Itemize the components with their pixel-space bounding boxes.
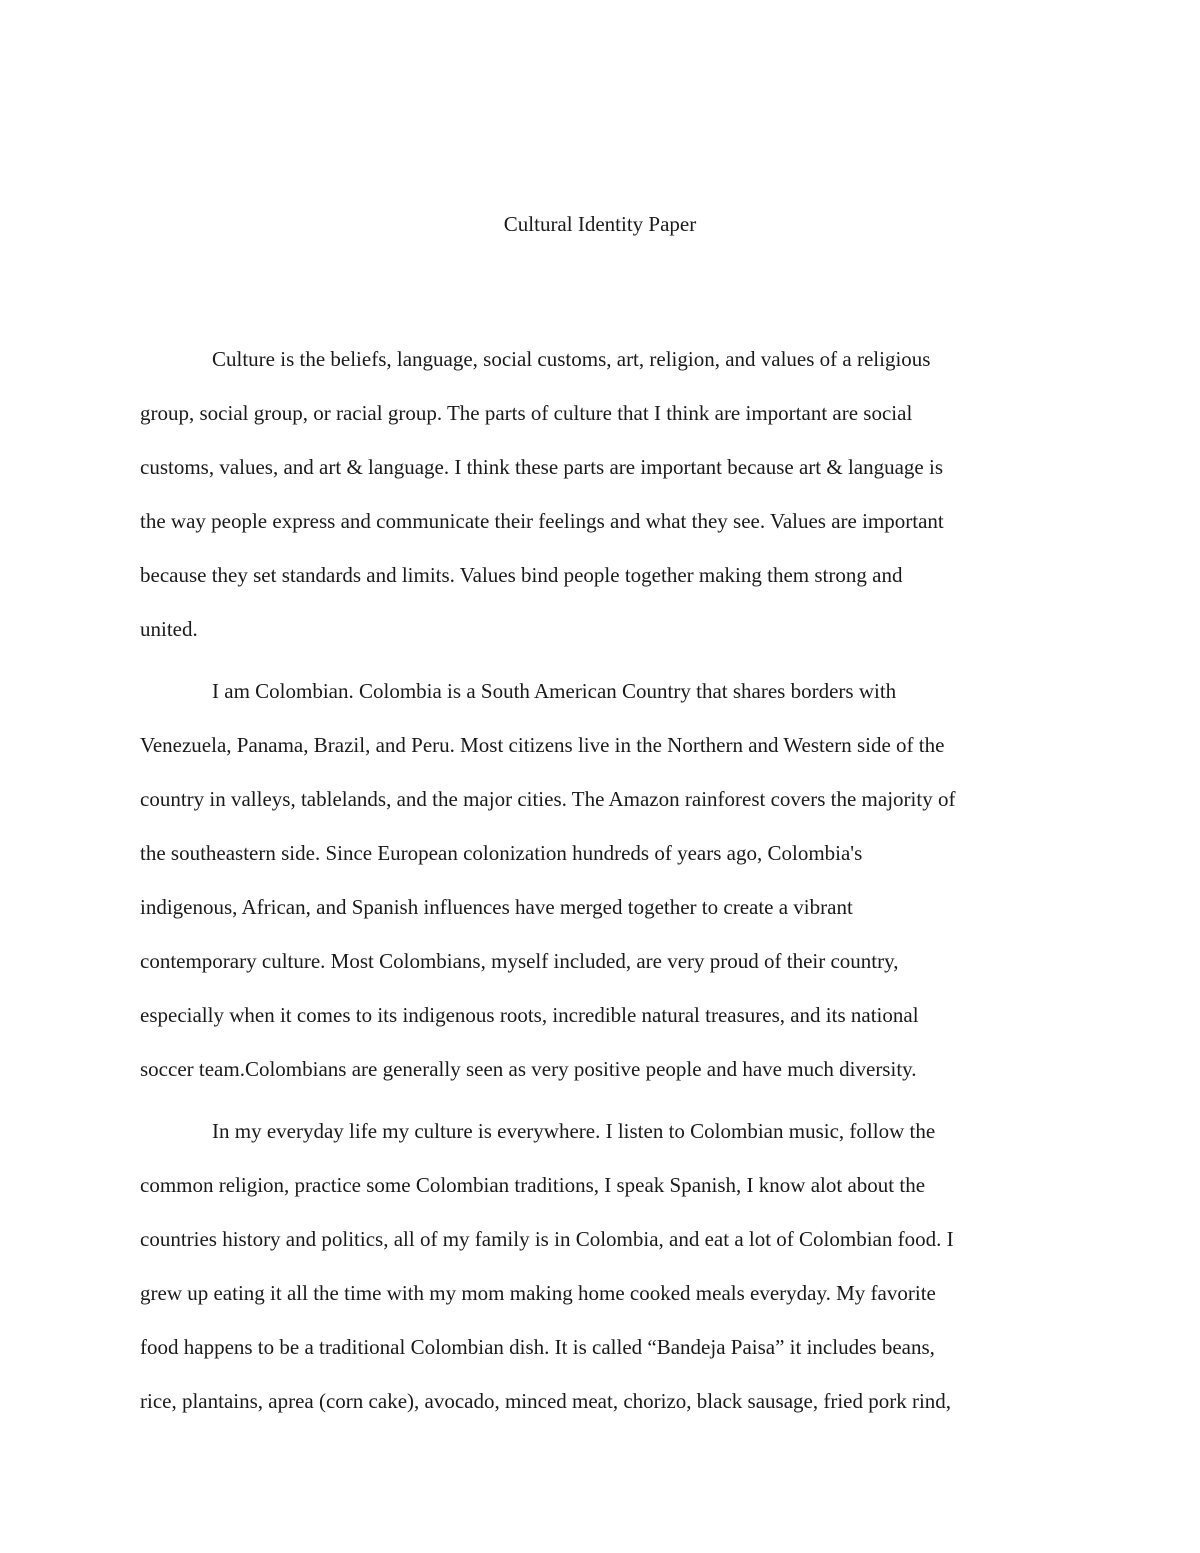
text-line: group, social group, or racial group. The parts of culture that I think are important are social	[140, 401, 913, 425]
paragraph-spacer	[140, 656, 1065, 664]
text-line: countries history and politics, all of my family is in Colombia, and eat a lot of Colombian food. I	[140, 1227, 954, 1251]
text-line: I am Colombian. Colombia is a South American Country that shares borders with	[212, 679, 897, 703]
text-line: grew up eating it all the time with my mom making home cooked meals everyday. My favorite	[140, 1281, 936, 1305]
text-line: soccer team.Colombians are generally seen as very positive people and have much diversity.	[140, 1057, 917, 1081]
paragraph-spacer	[140, 1096, 1065, 1104]
paragraph-colombia	[140, 664, 1065, 1096]
text-line: indigenous, African, and Spanish influences have merged together to create a vibrant	[140, 895, 853, 919]
paragraph-culture-definition	[140, 332, 1065, 656]
text-line: contemporary culture. Most Colombians, myself included, are very proud of their country,	[140, 949, 899, 973]
document-body	[140, 332, 1065, 1428]
page-title: Cultural Identity Paper	[503, 212, 697, 236]
text-line: because they set standards and limits. Values bind people together making them strong and	[140, 563, 903, 587]
text-line: the way people express and communicate their feelings and what they see. Values are important	[140, 509, 944, 533]
text-line: the southeastern side. Since European colonization hundreds of years ago, Colombia's	[140, 841, 863, 865]
text-line: Venezuela, Panama, Brazil, and Peru. Most citizens live in the Northern and Western side of the	[140, 733, 945, 757]
text-line: Culture is the beliefs, language, social customs, art, religion, and values of a religious	[212, 347, 931, 371]
paragraph-everyday-life	[140, 1104, 1065, 1428]
text-line: food happens to be a traditional Colombian dish. It is called “Bandeja Paisa” it includes beans,	[140, 1335, 935, 1359]
text-line: especially when it comes to its indigenous roots, incredible natural treasures, and its national	[140, 1003, 919, 1027]
text-line: country in valleys, tablelands, and the major cities. The Amazon rainforest covers the majority of	[140, 787, 956, 811]
text-line: rice, plantains, aprea (corn cake), avocado, minced meat, chorizo, black sausage, fried pork rind,	[140, 1389, 952, 1413]
text-line: customs, values, and art & language. I think these parts are important because art & language is	[140, 455, 943, 479]
text-line: common religion, practice some Colombian traditions, I speak Spanish, I know alot about the	[140, 1173, 926, 1197]
text-line: In my everyday life my culture is everywhere. I listen to Colombian music, follow the	[212, 1119, 936, 1143]
text-line: united.	[140, 617, 198, 641]
